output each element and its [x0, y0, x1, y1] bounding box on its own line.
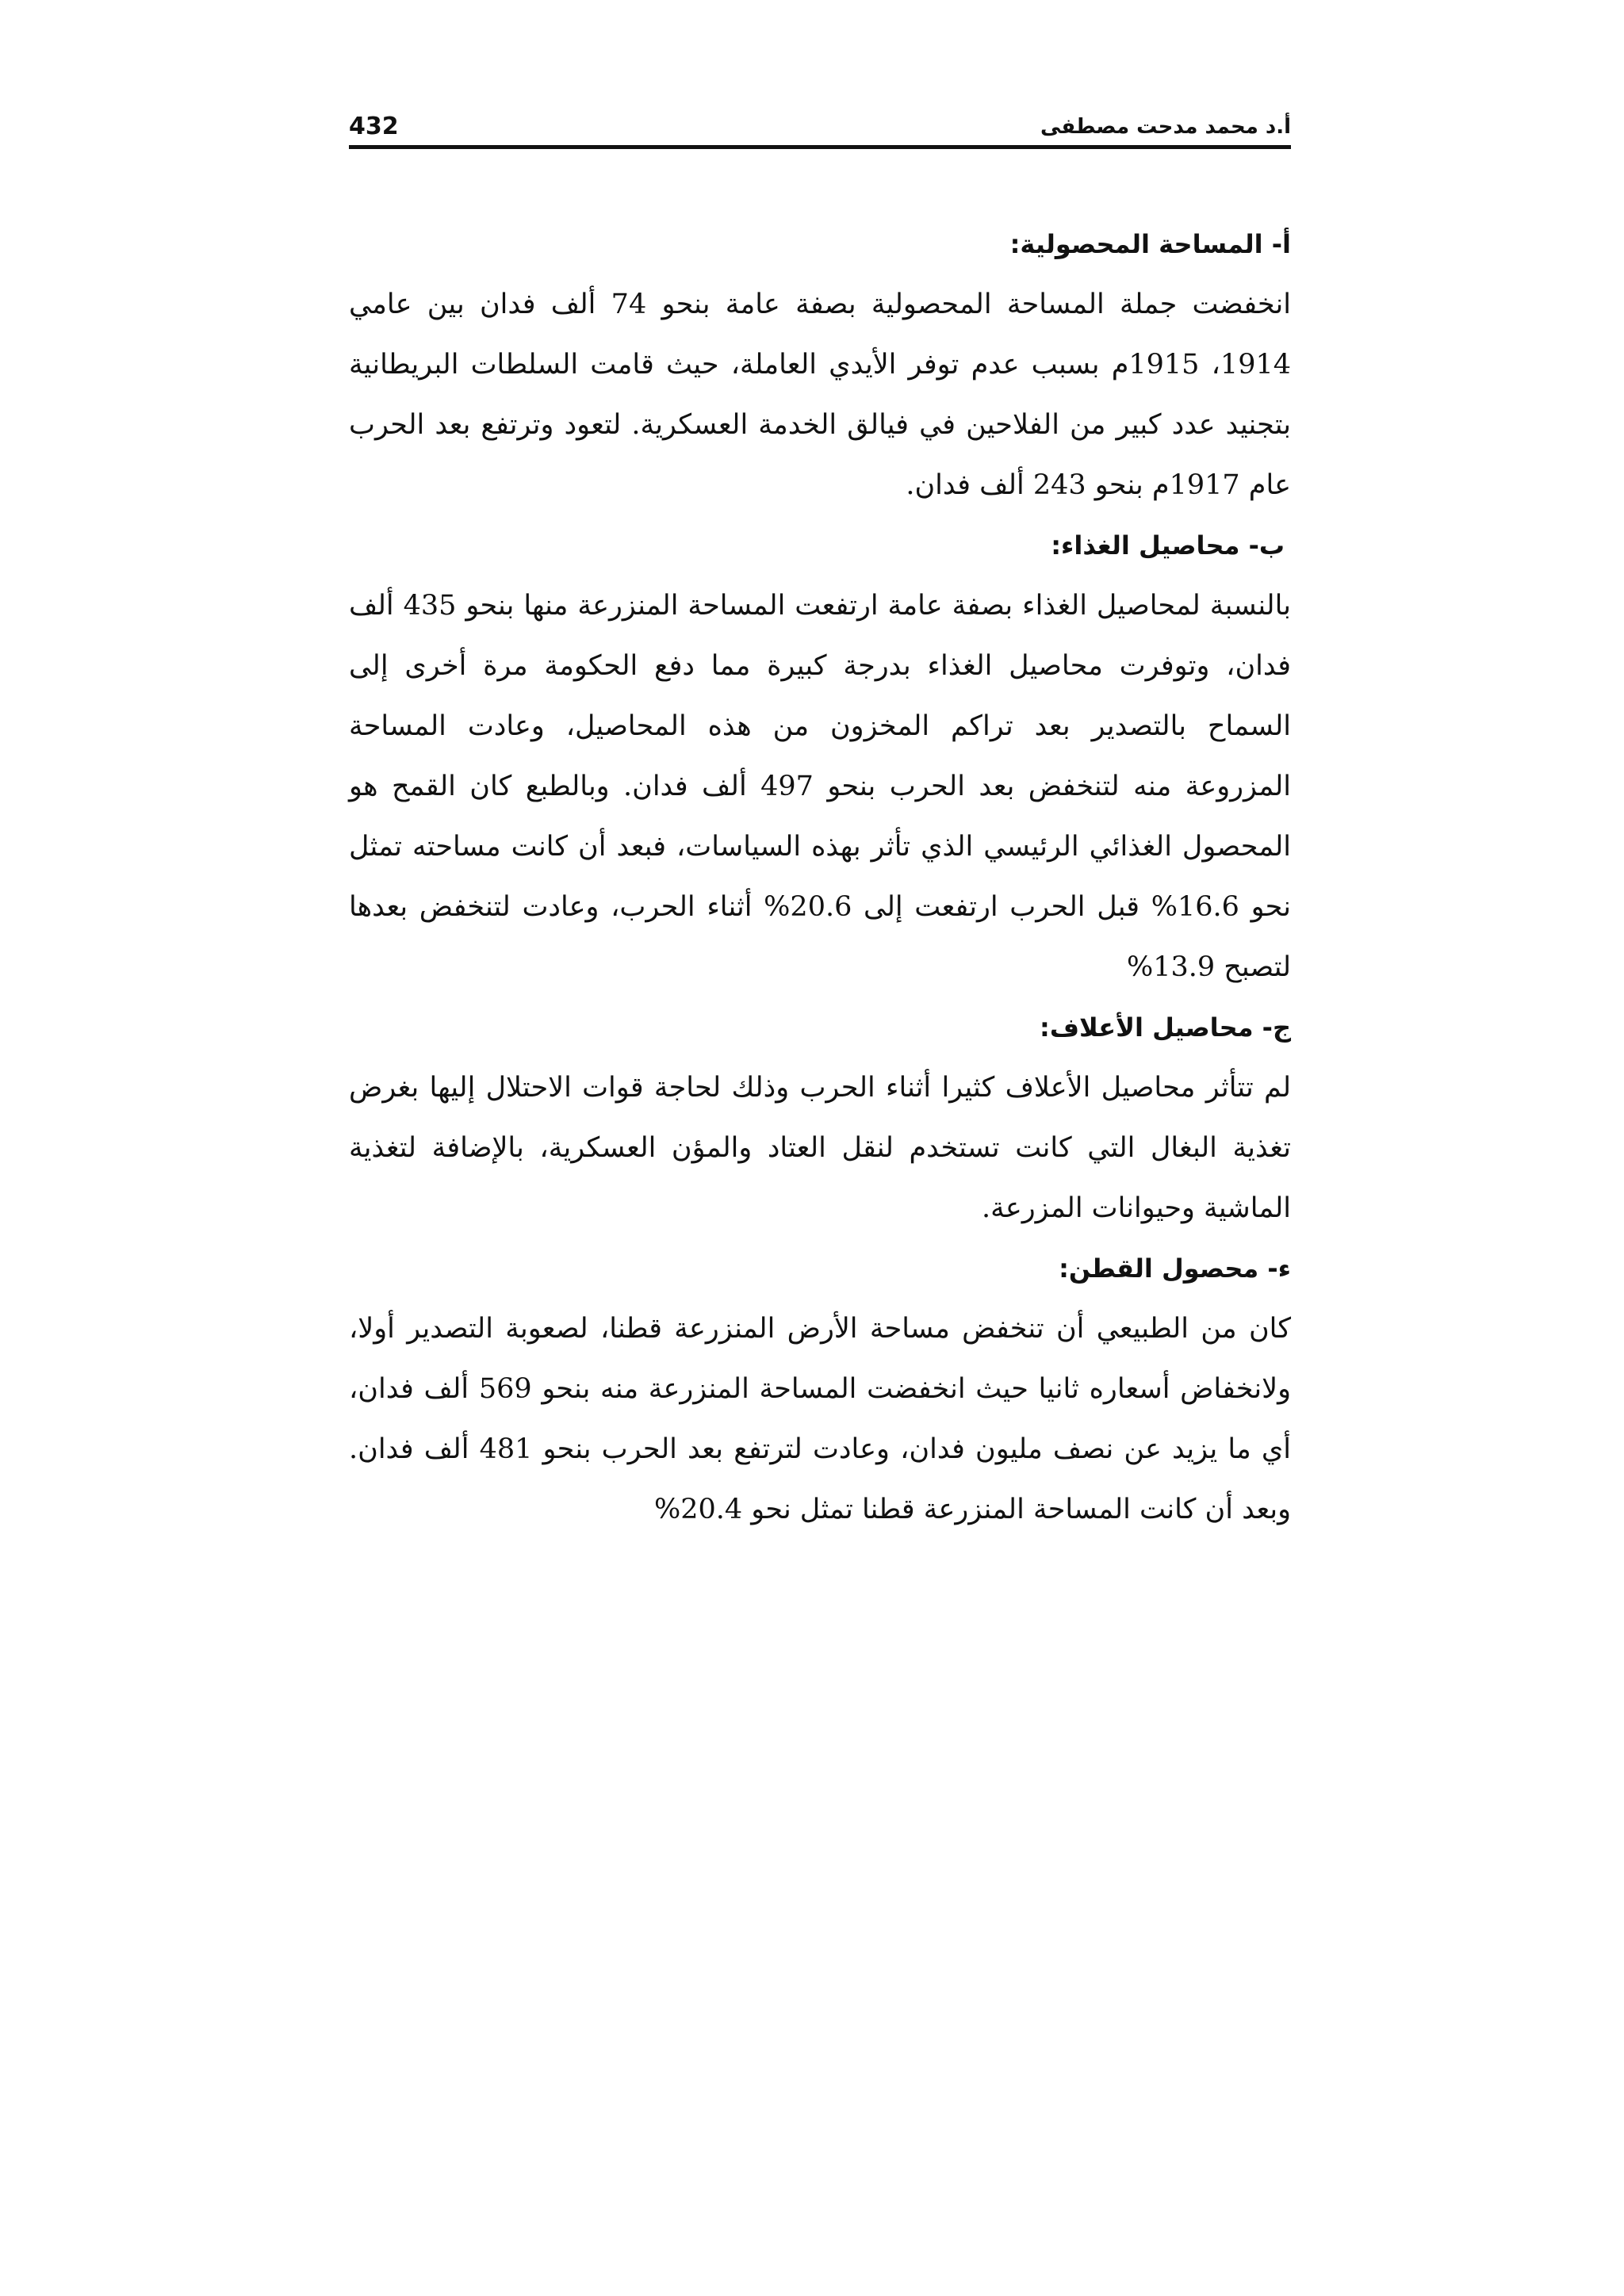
page-body [349, 214, 1291, 1540]
section-heading: ب- محاصيل الغذاء: [1051, 530, 1285, 561]
section-paragraph: انخفضت جملة المساحة المحصولية بصفة عامة بنحو 74 ألف فدان بين عامي 1914، 1915م بسبب عدم توفر الأيدي العاملة، حيث قامت السلطات البريطانية بتجنيد عدد كبير من الفلاحين في فيالق الخدمة العسكرية. لتعود وترتفع بعد الحرب عام 1917م بنحو 243 ألف فدان. [349, 289, 1291, 501]
section-cultivated-area [349, 214, 1291, 515]
section-paragraph: لم تتأثر محاصيل الأعلاف كثيرا أثناء الحرب وذلك لحاجة قوات الاحتلال إليها بغرض تغذية البغال التي كانت تستخدم لنقل العتاد والمؤن العسكرية، بالإضافة لتغذية الماشية وحيوانات المزرعة. [349, 1072, 1291, 1224]
section-heading: ء- محصول القطن: [1059, 1253, 1291, 1284]
section-heading: ج- محاصيل الأعلاف: [1040, 1012, 1291, 1043]
header-rule [349, 145, 1291, 149]
section-paragraph: بالنسبة لمحاصيل الغذاء بصفة عامة ارتفعت المساحة المنزرعة منها بنحو 435 ألف فدان، وتوفرت محاصيل الغذاء بدرجة كبيرة مما دفع الحكومة مرة أخرى إلى السماح بالتصدير بعد تراكم المخزون من هذه المحاصيل، وعادت المساحة المزروعة منه لتنخفض بعد الحرب بنحو 497 ألف فدان. وبالطبع كان القمح هو المحصول الغذائي الرئيسي الذي تأثر بهذه السياسات، فبعد أن كانت مساحته تمثل نحو 16.6% قبل الحرب ارتفعت إلى 20.6% أثناء الحرب، وعادت لتنخفض بعدها لتصبح 13.9% [349, 590, 1292, 983]
section-cotton-crop [349, 1238, 1291, 1540]
running-author: أ.د محمد مدحت مصطفى [1040, 115, 1291, 139]
section-paragraph: كان من الطبيعي أن تنخفض مساحة الأرض المنزرعة قطنا، لصعوبة التصدير أولا، ولانخفاض أسعاره ثانيا حيث انخفضت المساحة المنزرعة منه بنحو 569 ألف فدان، أي ما يزيد عن نصف مليون فدان، وعادت لترتفع بعد الحرب بنحو 481 ألف فدان. وبعد أن كانت المساحة المنزرعة قطنا تمثل نحو 20.4% [349, 1313, 1292, 1525]
running-header [349, 107, 1291, 147]
section-fodder-crops [349, 997, 1291, 1238]
section-heading: أ- المساحة المحصولية: [1009, 229, 1291, 259]
section-food-crops [349, 515, 1291, 997]
page-number: 432 [349, 113, 399, 140]
